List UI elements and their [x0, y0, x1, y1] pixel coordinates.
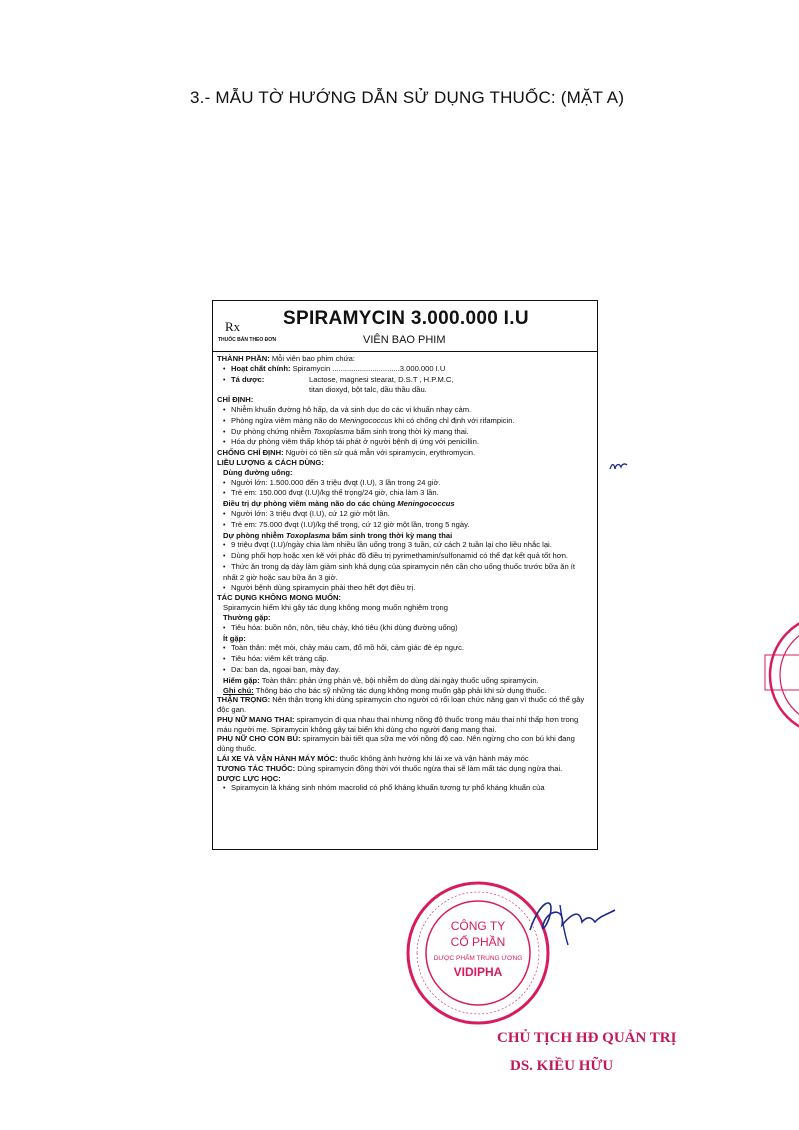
section-label: THẬN TRỌNG:	[217, 695, 271, 705]
page-title: 3.- MẪU TỜ HƯỚNG DẪN SỬ DỤNG THUỐC: (MẶT A)	[190, 88, 625, 107]
list-item	[217, 375, 593, 386]
prescription-note: THUỐC BÁN THEO ĐƠN	[218, 337, 277, 343]
list-item: • Toàn thân: mệt mỏi, chảy máu cam, đổ mồ hôi, cảm giác đè ép ngực.	[217, 643, 593, 654]
item-label: Tá dược:	[231, 374, 265, 384]
pregnancy-line	[217, 715, 593, 735]
text: Meningococcus	[397, 499, 455, 509]
section-label: LÁI XE VÀ VẬN HÀNH MÁY MÓC:	[217, 754, 338, 764]
dosage-form: VIÊN BAO PHIM	[363, 334, 446, 346]
list-item: • Tiêu hóa: viêm kết tràng cấp.	[217, 654, 593, 665]
text-line: titan dioxyd, bột talc, dầu thầu dầu.	[309, 385, 427, 395]
text: Phòng ngừa viêm màng não do	[231, 415, 340, 425]
composition-line	[217, 354, 593, 364]
text-line	[217, 676, 593, 686]
list-item: • Người lớn: 1.500.000 đến 3 triệu đvqt (I.U), 3 lần trong 24 giờ.	[217, 478, 593, 489]
list-item	[217, 416, 593, 427]
subsection-label	[217, 499, 593, 509]
leaflet-header	[213, 301, 597, 352]
list-item	[217, 364, 593, 375]
text: spiramycin bài tiết qua sữa mẹ với nồng độ cao. Nên ngừng cho con bú khi đang dùng thuốc.	[217, 734, 575, 754]
caution-line	[217, 695, 593, 715]
section-label: PHỤ NỮ CHO CON BÚ:	[217, 734, 301, 744]
text: Dùng spiramycin đồng thời với thuốc ngừa thai sẽ làm mất tác dụng ngừa thai.	[295, 763, 563, 773]
text: Spiramycin ................................3.000.000 I.U	[290, 363, 446, 373]
text: Điều trị dự phòng viêm màng não do các chủng	[223, 499, 398, 509]
section-label: TƯƠNG TÁC THUỐC:	[217, 763, 296, 773]
text-line	[217, 686, 593, 696]
text: Nên thận trọng khi dùng spiramycin cho người có rối loạn chức năng gan vì thuốc có thể gây độc gan.	[217, 695, 585, 715]
subsection-label	[217, 531, 593, 541]
list-item: • Hóa dự phòng viêm thấp khớp tái phát ở người bệnh dị ứng với penicillin.	[217, 437, 593, 448]
list-item: • Người lớn: 3 triệu đvqt (I.U), cứ 12 giờ một lần.	[217, 509, 593, 520]
text: Thông báo cho bác sỹ những tác dụng không mong muốn gặp phải khi sử dụng thuốc.	[253, 685, 547, 695]
text: bẩm sinh trong thời kỳ mang thai	[329, 530, 453, 540]
subsection-label: Thường gặp:	[223, 612, 271, 622]
list-item: • Trẻ em: 150.000 đvqt (I.U)/kg thể trọng/24 giờ, chia làm 3 lần.	[217, 488, 593, 499]
text-line: Spiramycin hiếm khi gây tác dụng không mong muốn nghiêm trọng	[223, 603, 448, 613]
signature-icon	[520, 890, 620, 950]
text: Người có tiền sử quá mẫn với spiramycin, erythromycin.	[283, 448, 476, 458]
subsection-label: Ít gặp:	[223, 633, 246, 643]
text: Mỗi viên bao phim chứa:	[269, 354, 356, 363]
list-item: • Dùng phối hợp hoặc xen kẽ với phác đồ điều trị pyrimethamin/sulfonamid có thể đạt kết quả tốt hơn.	[217, 551, 593, 562]
item-label: Hoạt chất chính:	[231, 363, 291, 373]
section-label: CHỐNG CHỈ ĐỊNH:	[217, 448, 284, 458]
nursing-line	[217, 734, 593, 754]
list-item: • 9 triệu đvqt (I.U)/ngày chia làm nhiều lần uống trong 3 tuần, cứ cách 2 tuần lại cho liều nhắc lại.	[217, 540, 593, 551]
list-item	[217, 427, 593, 438]
signatory-title: CHỦ TỊCH HĐ QUẢN TRỊ	[497, 1030, 677, 1046]
text: thuốc không ảnh hưởng khi lái xe và vận hành máy móc	[337, 754, 529, 764]
section-label: DƯỢC LỰC HỌC:	[217, 773, 281, 783]
contraindication-line	[217, 448, 593, 458]
seal-line-3: DƯỢC PHẨM TRUNG ƯƠNG	[433, 955, 523, 962]
driving-line	[217, 754, 593, 764]
text: Toxoplasma	[285, 530, 330, 540]
text: Dự phòng chứng nhiễm	[231, 426, 314, 436]
interaction-line	[217, 764, 593, 774]
text: Lactose, magnesi stearat, D.S.T , H.P.M.C,	[309, 374, 454, 384]
item-label: Ghi chú:	[223, 685, 254, 695]
item-label: Hiếm gặp:	[223, 675, 260, 685]
section-label: PHỤ NỮ MANG THAI:	[217, 714, 295, 724]
leaflet-body	[213, 352, 597, 794]
text: bẩm sinh trong thời kỳ mang thai.	[354, 426, 469, 436]
list-item: • Spiramycin là kháng sinh nhóm macrolid có phổ kháng khuẩn tương tự phổ kháng khuẩn của	[217, 783, 593, 794]
seal-line-1: CÔNG TY	[450, 919, 506, 933]
list-item: • Thức ăn trong dạ dày làm giảm sinh khả dụng của spiramycin nên cần cho uống thuốc trước bữa ăn ít nhất 2 giờ hoặc sau bữa ăn 3 giờ.	[217, 562, 593, 583]
section-label: TÁC DỤNG KHÔNG MONG MUỐN:	[217, 593, 342, 603]
partial-seal-icon	[755, 600, 799, 750]
text: Meningococcus	[339, 415, 393, 425]
subsection-label: Dùng đường uống:	[223, 467, 293, 477]
text: Toàn thân: phản ứng phản vệ, bội nhiễm do dùng dài ngày thuốc uống spiramycin.	[259, 675, 539, 685]
seal-line-2: CỔ PHẦN	[450, 935, 506, 949]
section-label: THÀNH PHẦN:	[217, 354, 270, 363]
list-item: • Da: ban da, ngoại ban, mày đay.	[217, 665, 593, 676]
seal-line-4: VIDIPHA	[453, 965, 503, 979]
drug-name: SPIRAMYCIN 3.000.000 I.U	[283, 308, 529, 329]
text: khi có chống chỉ định với rifampicin.	[392, 415, 515, 425]
section-label: CHỈ ĐỊNH:	[217, 395, 254, 405]
leaflet-box	[212, 300, 598, 850]
text: Toxoplasma	[313, 426, 355, 436]
list-item: • Tiêu hóa: buồn nôn, nôn, tiêu chảy, khó tiêu (khi dùng đường uống)	[217, 623, 593, 634]
initial-mark-icon	[607, 455, 629, 477]
section-label: LIỀU LƯỢNG & CÁCH DÙNG:	[217, 457, 324, 467]
text: spiramycin đi qua nhau thai nhưng nồng độ thuốc trong máu thai nhi thấp hơn trong máu người mẹ. Spiramycin không gây tai biến khi dùng cho người đang mang thai.	[217, 714, 579, 734]
list-item: • Người bệnh dùng spiramycin phải theo hết đợt điều trị.	[217, 583, 593, 594]
rx-symbol: Rx	[225, 319, 241, 334]
list-item: • Trẻ em: 75.000 đvqt (I.U)/kg thể trọng, cứ 12 giờ một lần, trong 5 ngày.	[217, 520, 593, 531]
list-item: • Nhiễm khuẩn đường hô hấp, da và sinh dục do các vi khuẩn nhạy cảm.	[217, 405, 593, 416]
text: Dự phòng nhiễm	[223, 530, 286, 540]
signatory-name: DS. KIỀU HỮU	[510, 1058, 614, 1074]
